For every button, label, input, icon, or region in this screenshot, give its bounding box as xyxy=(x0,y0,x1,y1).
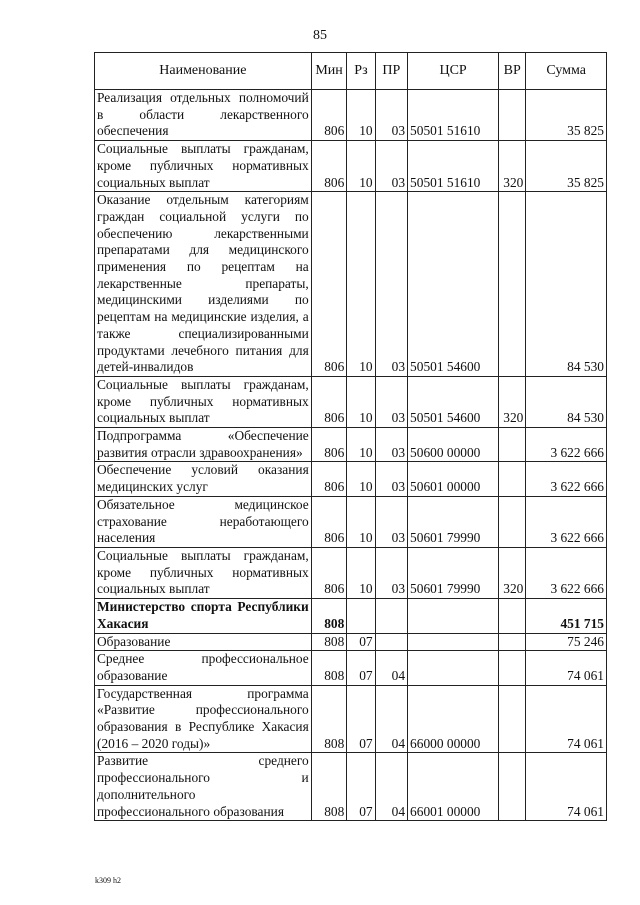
cell-csr xyxy=(408,651,499,685)
cell-csr: 50501 51610 xyxy=(408,141,499,192)
cell-rz xyxy=(347,599,375,633)
cell-name: Социальные выплаты гражданам, кроме публичных нормативных социальных выплат xyxy=(95,376,312,427)
cell-min: 806 xyxy=(311,376,347,427)
cell-vr xyxy=(499,90,526,141)
table-row xyxy=(95,428,607,462)
cell-pr: 03 xyxy=(375,90,407,141)
cell-sum: 35 825 xyxy=(526,90,607,141)
header-name: Наименование xyxy=(95,53,312,90)
cell-name: Обязательное медицинское страхование неработающего населения xyxy=(95,496,312,547)
cell-pr: 03 xyxy=(375,496,407,547)
cell-rz: 07 xyxy=(347,685,375,753)
cell-min: 808 xyxy=(311,651,347,685)
cell-name: Подпрограмма «Обеспечение развития отрасли здравоохранения» xyxy=(95,428,312,462)
cell-vr: 320 xyxy=(499,141,526,192)
cell-csr: 50600 00000 xyxy=(408,428,499,462)
cell-sum: 3 622 666 xyxy=(526,462,607,496)
cell-min: 808 xyxy=(311,753,347,821)
cell-pr: 03 xyxy=(375,141,407,192)
cell-rz: 07 xyxy=(347,651,375,685)
footer-code: k309 h2 xyxy=(95,876,121,885)
cell-min: 806 xyxy=(311,428,347,462)
cell-name: Государственная программа «Развитие профессионального образования в Республике Хакасия (2016 – 2020 годы)» xyxy=(95,685,312,753)
cell-min: 806 xyxy=(311,547,347,598)
header-csr: ЦСР xyxy=(408,53,499,90)
cell-csr: 50601 79990 xyxy=(408,496,499,547)
budget-table xyxy=(94,52,607,821)
cell-vr xyxy=(499,599,526,633)
cell-rz: 10 xyxy=(347,462,375,496)
cell-csr: 66001 00000 xyxy=(408,753,499,821)
table-row xyxy=(95,633,607,651)
cell-pr: 03 xyxy=(375,376,407,427)
cell-pr: 03 xyxy=(375,462,407,496)
table-row xyxy=(95,462,607,496)
table-row xyxy=(95,141,607,192)
table-row xyxy=(95,496,607,547)
cell-rz: 10 xyxy=(347,141,375,192)
cell-csr: 50501 54600 xyxy=(408,192,499,377)
cell-pr xyxy=(375,633,407,651)
cell-min: 806 xyxy=(311,90,347,141)
cell-pr: 04 xyxy=(375,753,407,821)
cell-pr: 03 xyxy=(375,428,407,462)
cell-vr: 320 xyxy=(499,376,526,427)
cell-csr: 50601 79990 xyxy=(408,547,499,598)
header-pr: ПР xyxy=(375,53,407,90)
cell-rz: 07 xyxy=(347,633,375,651)
cell-sum: 84 530 xyxy=(526,192,607,377)
cell-sum: 451 715 xyxy=(526,599,607,633)
cell-sum: 3 622 666 xyxy=(526,547,607,598)
cell-vr xyxy=(499,753,526,821)
cell-pr: 03 xyxy=(375,192,407,377)
cell-min: 806 xyxy=(311,192,347,377)
cell-vr: 320 xyxy=(499,547,526,598)
cell-sum: 75 246 xyxy=(526,633,607,651)
cell-sum: 74 061 xyxy=(526,685,607,753)
cell-name: Социальные выплаты гражданам, кроме публичных нормативных социальных выплат xyxy=(95,141,312,192)
cell-min: 808 xyxy=(311,633,347,651)
cell-rz: 10 xyxy=(347,376,375,427)
header-rz: Рз xyxy=(347,53,375,90)
cell-csr: 50501 54600 xyxy=(408,376,499,427)
cell-vr xyxy=(499,685,526,753)
cell-sum: 3 622 666 xyxy=(526,496,607,547)
cell-name: Развитие среднего профессионального и дополнительного профессионального образования xyxy=(95,753,312,821)
cell-name: Обеспечение условий оказания медицинских услуг xyxy=(95,462,312,496)
cell-pr xyxy=(375,599,407,633)
table-row xyxy=(95,547,607,598)
table-header-row xyxy=(95,53,607,90)
cell-sum: 74 061 xyxy=(526,651,607,685)
cell-min: 806 xyxy=(311,141,347,192)
page-number: 85 xyxy=(313,28,327,43)
cell-name: Социальные выплаты гражданам, кроме публичных нормативных социальных выплат xyxy=(95,547,312,598)
cell-rz: 10 xyxy=(347,192,375,377)
cell-name: Министерство спорта Республики Хакасия xyxy=(95,599,312,633)
table-row xyxy=(95,192,607,377)
cell-rz: 10 xyxy=(347,496,375,547)
cell-pr: 04 xyxy=(375,651,407,685)
cell-min: 806 xyxy=(311,496,347,547)
cell-csr: 50601 00000 xyxy=(408,462,499,496)
cell-pr: 03 xyxy=(375,547,407,598)
cell-name: Оказание отдельным категориям граждан социальной услуги по обеспечению лекарственными препаратами для медицинского применения по рецептам на лекарственные препараты, медицинскими изделиями по рецептам на медицинские изделия, а также специализированными продуктами лечебного питания для детей-инвалидов xyxy=(95,192,312,377)
table-row xyxy=(95,685,607,753)
cell-vr xyxy=(499,462,526,496)
header-sum: Сумма xyxy=(526,53,607,90)
table-row xyxy=(95,651,607,685)
cell-min: 808 xyxy=(311,685,347,753)
cell-csr xyxy=(408,599,499,633)
cell-csr xyxy=(408,633,499,651)
cell-rz: 10 xyxy=(347,90,375,141)
cell-csr: 66000 00000 xyxy=(408,685,499,753)
cell-csr: 50501 51610 xyxy=(408,90,499,141)
table-row xyxy=(95,376,607,427)
cell-vr xyxy=(499,428,526,462)
cell-sum: 84 530 xyxy=(526,376,607,427)
cell-sum: 74 061 xyxy=(526,753,607,821)
cell-name: Образование xyxy=(95,633,312,651)
cell-vr xyxy=(499,651,526,685)
header-min: Мин xyxy=(311,53,347,90)
cell-rz: 07 xyxy=(347,753,375,821)
cell-vr xyxy=(499,496,526,547)
cell-vr xyxy=(499,633,526,651)
cell-rz: 10 xyxy=(347,547,375,598)
cell-rz: 10 xyxy=(347,428,375,462)
cell-min: 806 xyxy=(311,462,347,496)
table-row xyxy=(95,753,607,821)
header-vr: ВР xyxy=(499,53,526,90)
cell-sum: 3 622 666 xyxy=(526,428,607,462)
cell-min: 808 xyxy=(311,599,347,633)
cell-name: Среднее профессиональное образование xyxy=(95,651,312,685)
cell-name: Реализация отдельных полномочий в области лекарственного обеспечения xyxy=(95,90,312,141)
cell-pr: 04 xyxy=(375,685,407,753)
cell-vr xyxy=(499,192,526,377)
table-row xyxy=(95,599,607,633)
table-row xyxy=(95,90,607,141)
cell-sum: 35 825 xyxy=(526,141,607,192)
